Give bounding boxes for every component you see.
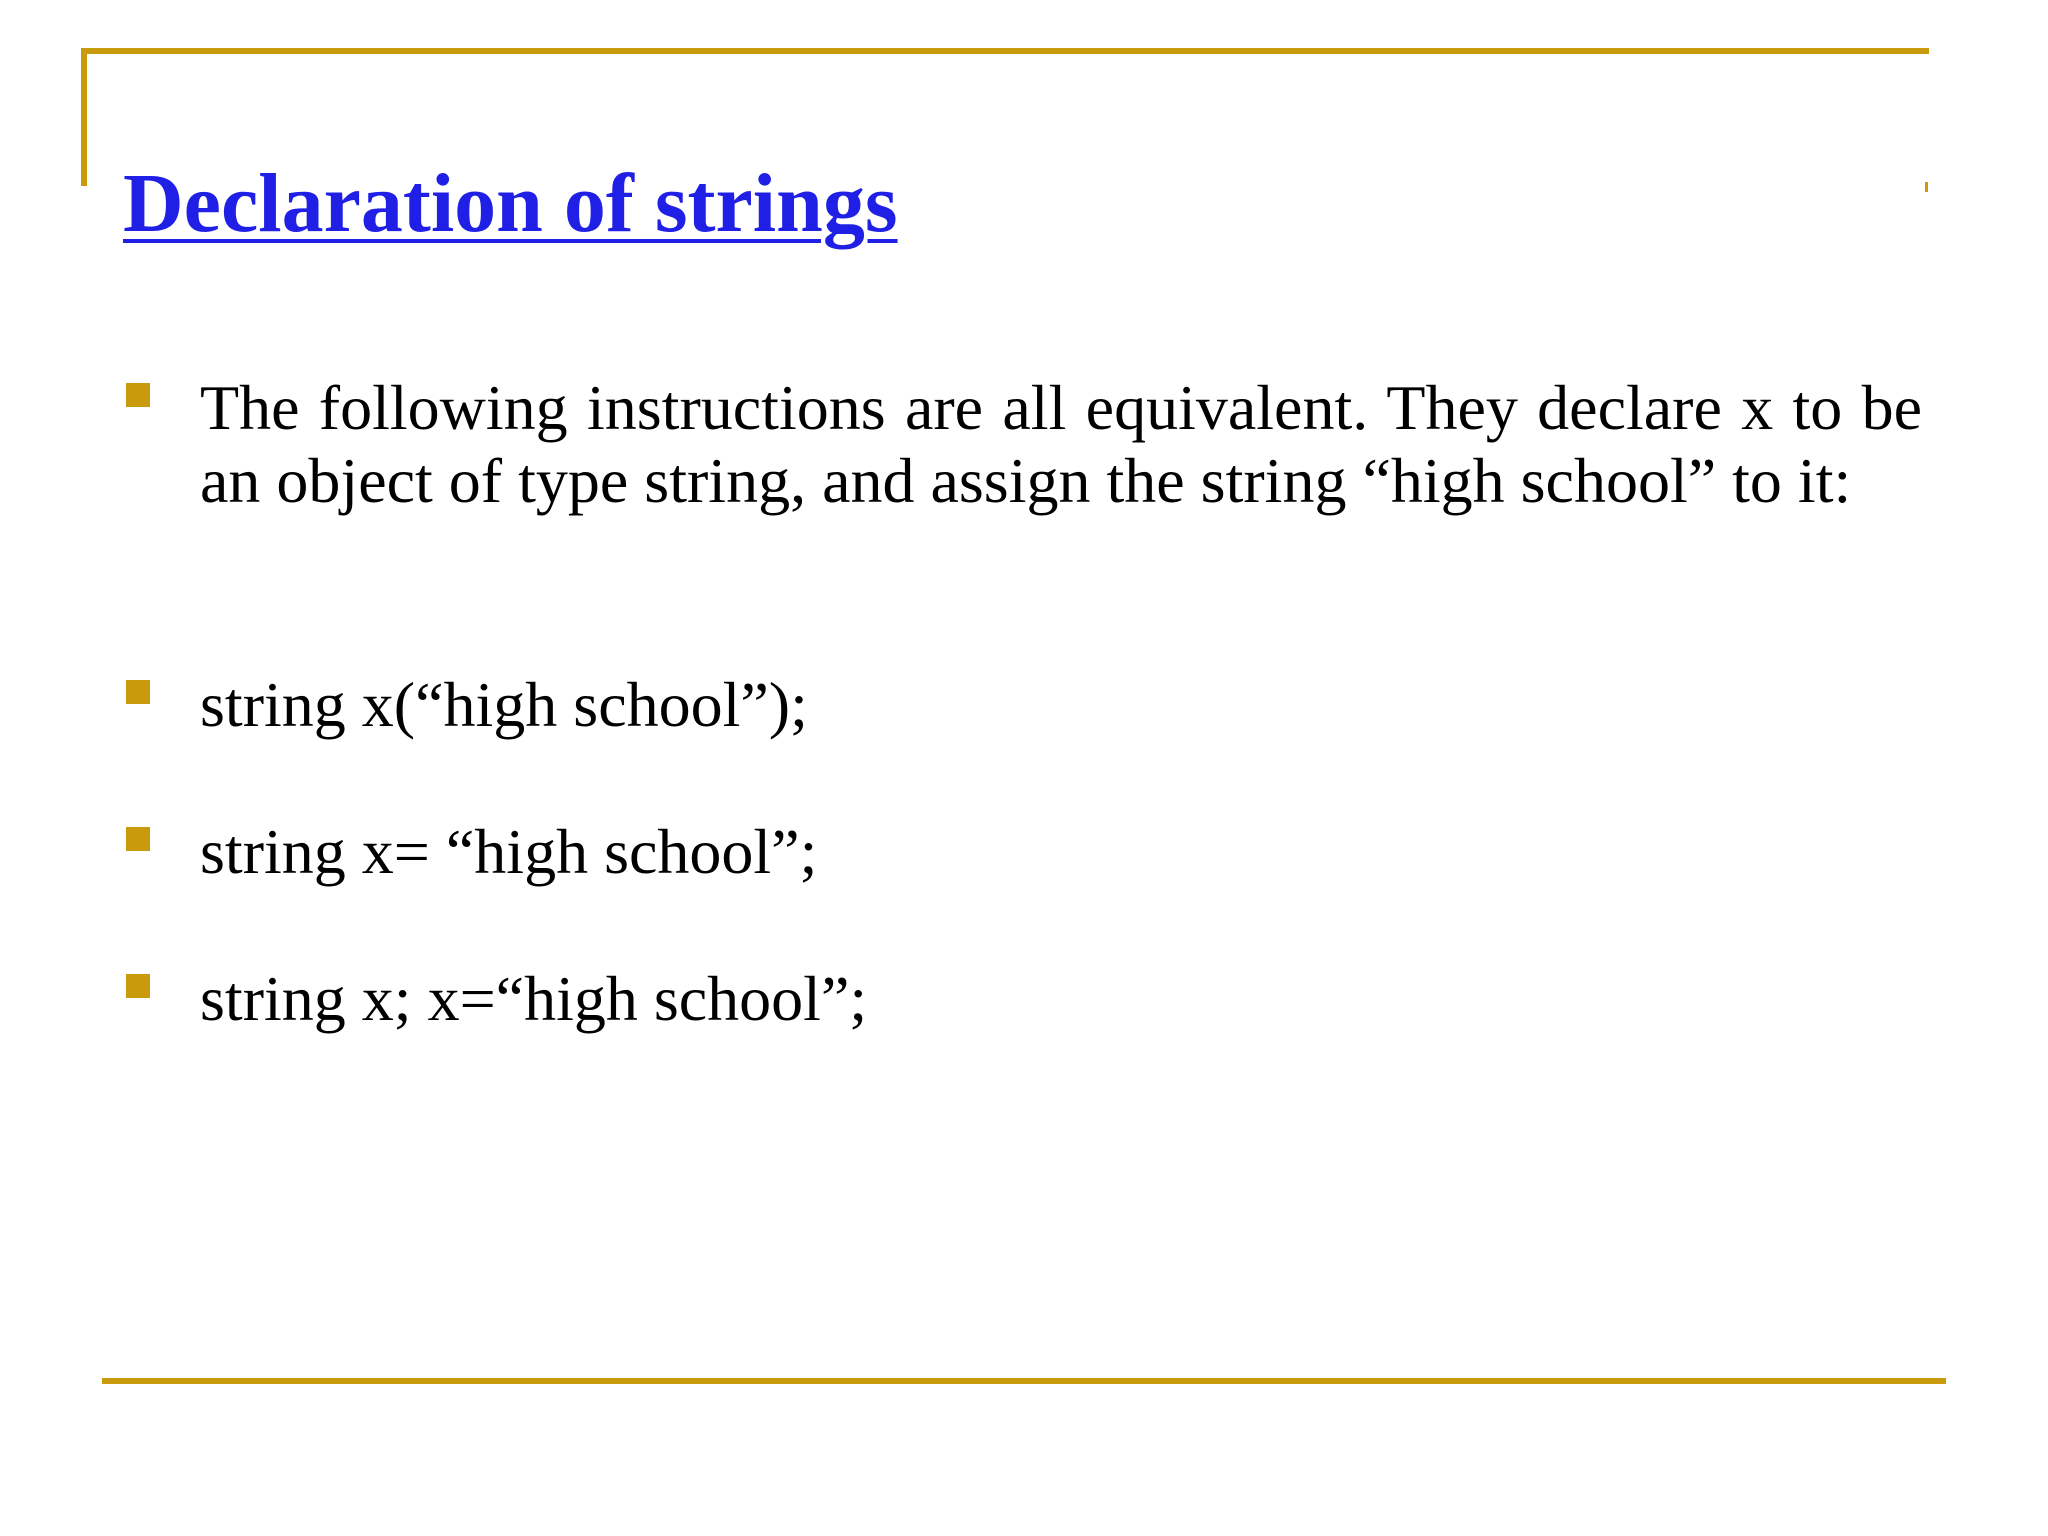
bullet-text-code-3: string x; x=“high school”;: [200, 963, 868, 1034]
square-bullet-icon: [126, 827, 150, 851]
bottom-border-line: [102, 1378, 1946, 1384]
left-border-line: [81, 48, 87, 186]
bullet-text-code-1: string x(“high school”);: [200, 669, 808, 740]
top-border-line: [81, 48, 1929, 54]
right-border-tick: [1925, 182, 1928, 192]
square-bullet-icon: [126, 974, 150, 998]
bullet-text-intro: The following instructions are all equivalent. They declare x to be an object of type string, and assign the string “high school” to it:: [200, 372, 1922, 516]
square-bullet-icon: [126, 383, 150, 407]
bullet-text-code-2: string x= “high school”;: [200, 816, 818, 887]
square-bullet-icon: [126, 680, 150, 704]
slide-title: Declaration of strings: [123, 157, 898, 250]
